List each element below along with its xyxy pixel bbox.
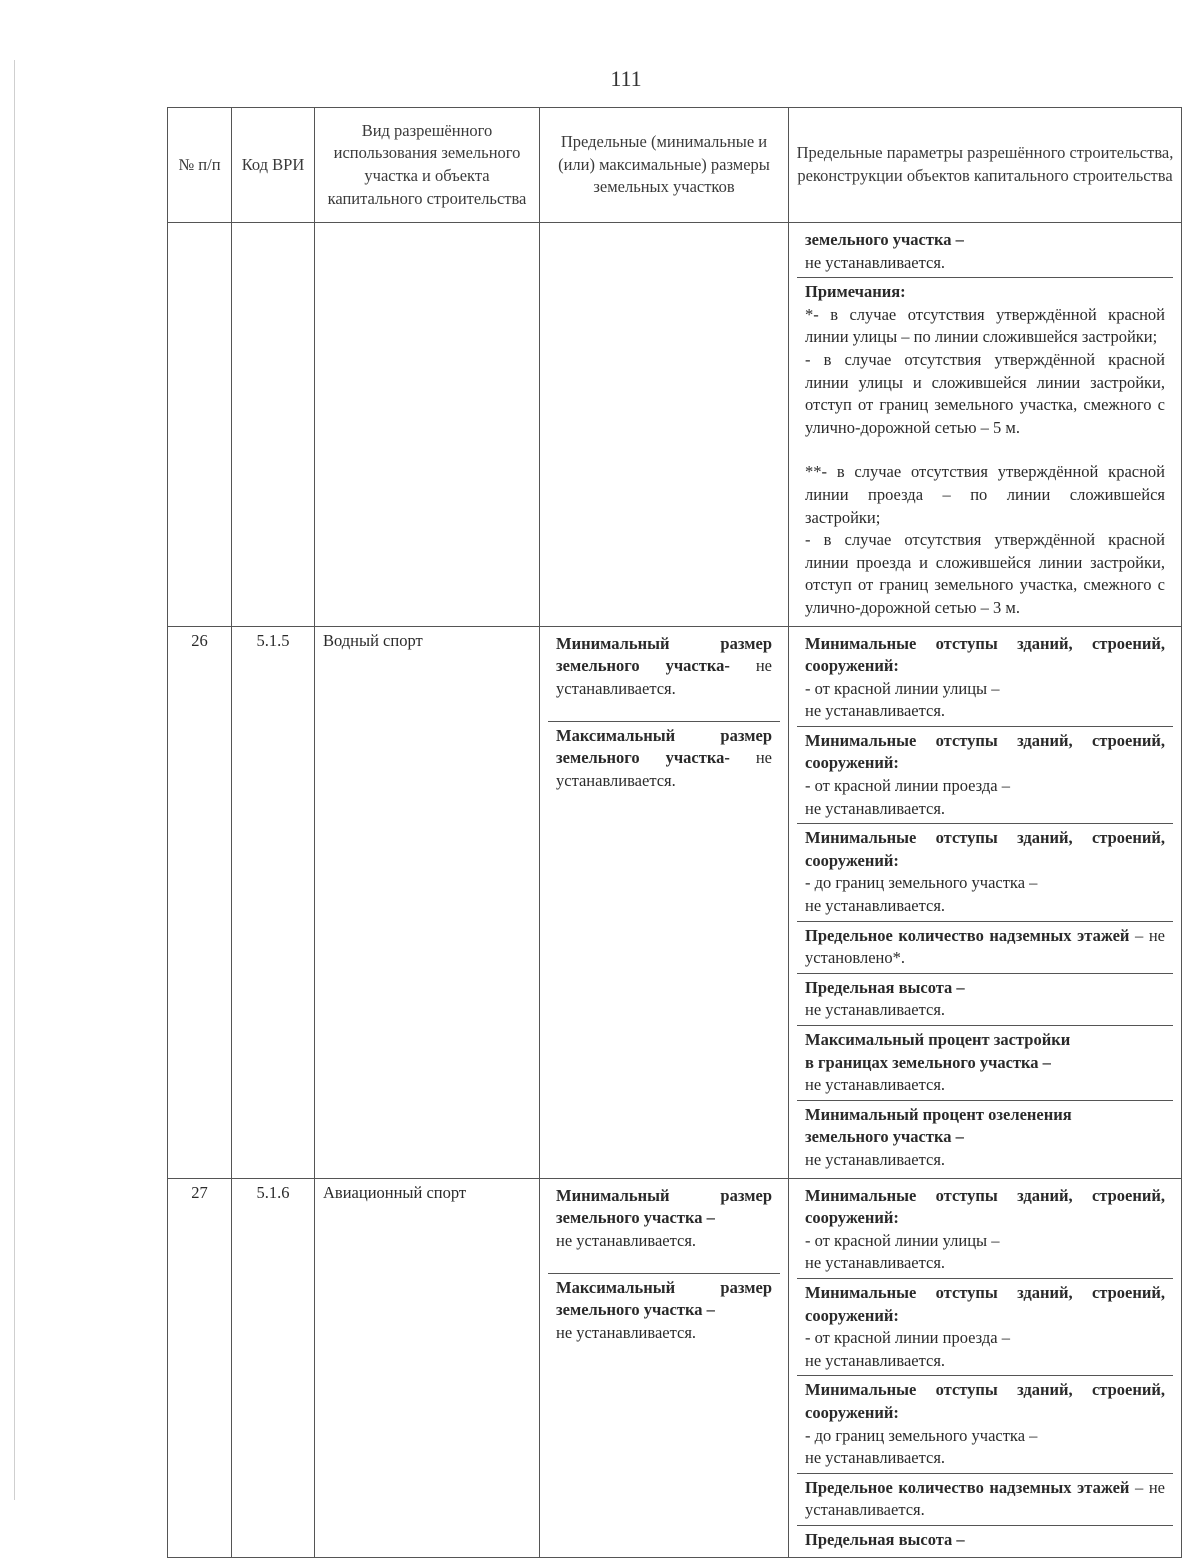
param-title: Предельное количество надземных этажей — [805, 1477, 1130, 1497]
row-code: 5.1.5 — [232, 626, 315, 1178]
row-code: 5.1.6 — [232, 1178, 315, 1558]
row-kind: Водный спорт — [315, 626, 540, 1178]
header-row — [168, 108, 1182, 223]
table-row-continuation — [168, 223, 1182, 627]
param-block — [797, 1278, 1173, 1375]
param-block — [797, 1473, 1173, 1525]
param-value: не устанавливается. — [805, 896, 946, 916]
min-size-value: не устанавливается. — [556, 656, 773, 698]
row-sizes — [540, 1178, 789, 1558]
cell-params — [789, 223, 1182, 627]
notes-title: Примечания: — [805, 282, 906, 302]
param-title: Минимальные отступы зданий, строений, сооружений: — [805, 633, 1165, 676]
param-block — [797, 1525, 1173, 1555]
param-block — [797, 630, 1173, 726]
page-number: 111 — [610, 66, 642, 91]
regulations-table — [167, 107, 1182, 1558]
max-size-block — [548, 1273, 780, 1348]
min-size-value: не устанавливается. — [556, 1230, 697, 1250]
row-kind: Авиационный спорт — [315, 1178, 540, 1558]
param-line: - до границ земельного участка – — [805, 873, 1038, 893]
row-params — [789, 1178, 1182, 1558]
param-block — [797, 726, 1173, 823]
param-line: - от красной линии улицы – — [805, 678, 1000, 698]
header-kind: Вид разрешённого использования земельного участка и объекта капитального строительства — [315, 108, 540, 223]
param-value: не устанавливается. — [805, 1149, 946, 1169]
param-block — [797, 1025, 1173, 1100]
max-size-block — [548, 721, 780, 796]
param-title: Минимальные отступы зданий, строений, сооружений: — [805, 1380, 1165, 1422]
param-line: - от красной линии улицы – — [805, 1230, 1000, 1250]
cell-num — [168, 223, 232, 627]
min-size-block — [548, 1182, 780, 1273]
row-number: 26 — [168, 626, 232, 1178]
scan-edge-line — [14, 60, 15, 1500]
notes-block — [797, 277, 1173, 622]
param-title: Минимальные отступы зданий, строений, сооружений: — [805, 1185, 1165, 1228]
note-text: **- в случае отсутствия утверждённой красной линии проезда – по линии сложившейся застройки; — [805, 462, 1165, 527]
param-block — [797, 226, 1173, 277]
param-value: – не установлено*. — [805, 925, 1165, 968]
param-line: земельного участка – — [805, 1127, 964, 1147]
note-spacer — [805, 439, 1165, 461]
param-block — [797, 1100, 1173, 1175]
header-params: Предельные параметры разрешённого строительства, реконструкции объектов капитального строительства — [789, 108, 1182, 223]
param-value: не устанавливается. — [805, 1448, 946, 1468]
param-line: - до границ земельного участка – — [805, 1425, 1038, 1445]
row-params — [789, 626, 1182, 1178]
note-text: *- в случае отсутствия утверждённой красной линии улицы – по линии сложившейся застройки; — [805, 304, 1165, 347]
row-number: 27 — [168, 1178, 232, 1558]
cell-size — [540, 223, 789, 627]
param-title: Предельное количество надземных этажей — [805, 925, 1130, 945]
param-title: Минимальные отступы зданий, строений, сооружений: — [805, 828, 1165, 870]
param-block — [797, 921, 1173, 973]
max-size-title: Максимальный размер земельного участка – — [556, 1277, 772, 1320]
param-block — [797, 823, 1173, 920]
header-code: Код ВРИ — [232, 108, 315, 223]
param-value: не устанавливается. — [805, 701, 946, 721]
max-size-title: Максимальный размер земельного участка- — [556, 725, 772, 768]
cell-kind — [315, 223, 540, 627]
param-value: не устанавливается. — [805, 1075, 946, 1095]
param-block — [797, 973, 1173, 1025]
note-text: - в случае отсутствия утверждённой красной линии улицы и сложившейся линии застройки, отступ от границ земельного участка, смежного с улично-дорожной сетью – 5 м. — [805, 349, 1165, 437]
param-title: Максимальный процент застройки — [805, 1030, 1071, 1049]
param-value: не устанавливается. — [805, 1253, 946, 1273]
note-text: - в случае отсутствия утверждённой красной линии проезда и сложившейся линии застройки, отступ от границ земельного участка, смежного с улично-дорожной сетью – 3 м. — [805, 530, 1165, 617]
param-value: не устанавливается. — [805, 1000, 946, 1020]
param-block — [797, 1182, 1173, 1278]
header-num: № п/п — [168, 108, 232, 223]
max-size-value: не устанавливается. — [556, 748, 773, 790]
param-line: в границах земельного участка – — [805, 1052, 1051, 1072]
param-value: не устанавливается. — [805, 252, 946, 272]
min-size-title: Минимальный размер земельного участка- — [556, 633, 772, 676]
min-size-block — [548, 630, 780, 721]
param-title: земельного участка – — [805, 230, 964, 249]
cell-code — [232, 223, 315, 627]
header-size: Предельные (минимальные и (или) максимальные) размеры земельных участков — [540, 108, 789, 223]
param-title: Минимальный процент озеленения — [805, 1104, 1072, 1124]
param-value: не устанавливается. — [805, 1350, 946, 1370]
param-block — [797, 1375, 1173, 1472]
param-value: не устанавливается. — [805, 798, 946, 818]
min-size-title: Минимальный размер земельного участка – — [556, 1185, 772, 1228]
table-row-26 — [168, 626, 1182, 1178]
param-title: Минимальные отступы зданий, строений, сооружений: — [805, 730, 1165, 773]
param-title: Предельная высота – — [805, 977, 965, 997]
param-value: – не устанавливается. — [805, 1477, 1165, 1520]
max-size-value: не устанавливается. — [556, 1322, 697, 1342]
param-line: - от красной линии проезда – — [805, 1328, 1010, 1348]
table-row-27 — [168, 1178, 1182, 1558]
row-sizes — [540, 626, 789, 1178]
param-title: Минимальные отступы зданий, строений, сооружений: — [805, 1282, 1165, 1325]
param-title: Предельная высота – — [805, 1529, 965, 1549]
param-line: - от красной линии проезда – — [805, 776, 1010, 796]
